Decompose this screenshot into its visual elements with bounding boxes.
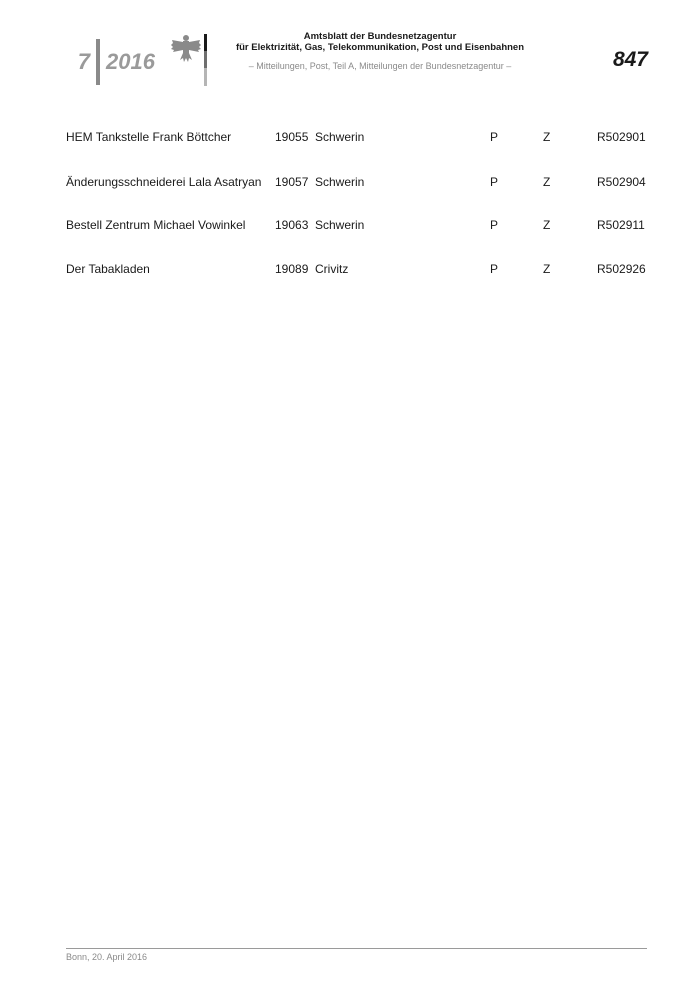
- row-postcode: 19055: [275, 130, 309, 144]
- row-postcode: 19063: [275, 218, 309, 232]
- row-city: Schwerin: [315, 130, 365, 144]
- row-postcode: 19057: [275, 175, 309, 189]
- row-z-flag: Z: [543, 262, 551, 276]
- row-name: Der Tabakladen: [66, 262, 150, 276]
- row-id: R502901: [597, 130, 646, 144]
- row-z-flag: Z: [543, 218, 551, 232]
- row-id: R502904: [597, 175, 646, 189]
- issue-year: 2016: [106, 49, 155, 74]
- row-p-flag: P: [490, 130, 499, 144]
- german-flag-stripe-icon: [204, 34, 207, 86]
- flag-black-stripe: [204, 34, 207, 51]
- issue-marker: [62, 44, 155, 80]
- row-name: HEM Tankstelle Frank Böttcher: [66, 130, 232, 144]
- row-z-flag: Z: [543, 130, 551, 144]
- row-p-flag: P: [490, 175, 499, 189]
- row-city: Schwerin: [315, 218, 365, 232]
- row-id: R502911: [597, 218, 645, 232]
- row-p-flag: P: [490, 262, 499, 276]
- publication-header: [220, 31, 540, 71]
- flag-red-stripe: [204, 51, 207, 68]
- flag-gold-stripe: [204, 68, 207, 86]
- row-name: Änderungsschneiderei Lala Asatryan: [66, 175, 262, 189]
- issue-number: 7: [77, 49, 90, 74]
- footer-divider: [66, 948, 647, 949]
- row-city: Schwerin: [315, 175, 365, 189]
- page-number: 847: [612, 48, 648, 71]
- section-subtitle: – Mitteilungen, Post, Teil A, Mitteilungen der Bundesnetzagentur –: [248, 61, 512, 71]
- table-row: [0, 175, 700, 193]
- row-z-flag: Z: [543, 175, 551, 189]
- row-city: Crivitz: [315, 262, 349, 276]
- row-id: R502926: [597, 262, 646, 276]
- row-postcode: 19089: [275, 262, 309, 276]
- table-row: [0, 130, 700, 148]
- table-row: [0, 262, 700, 280]
- federal-eagle-icon: [170, 32, 202, 64]
- issue-divider: [96, 39, 100, 85]
- row-name: Bestell Zentrum Michael Vowinkel: [66, 218, 246, 232]
- publication-title: Amtsblatt der Bundesnetzagentur: [303, 31, 457, 42]
- table-row: [0, 218, 700, 236]
- row-p-flag: P: [490, 218, 499, 232]
- publication-subtitle-line: für Elektrizität, Gas, Telekommunikation, Post und Eisenbahnen: [235, 42, 525, 53]
- footer-date: Bonn, 20. April 2016: [66, 952, 148, 962]
